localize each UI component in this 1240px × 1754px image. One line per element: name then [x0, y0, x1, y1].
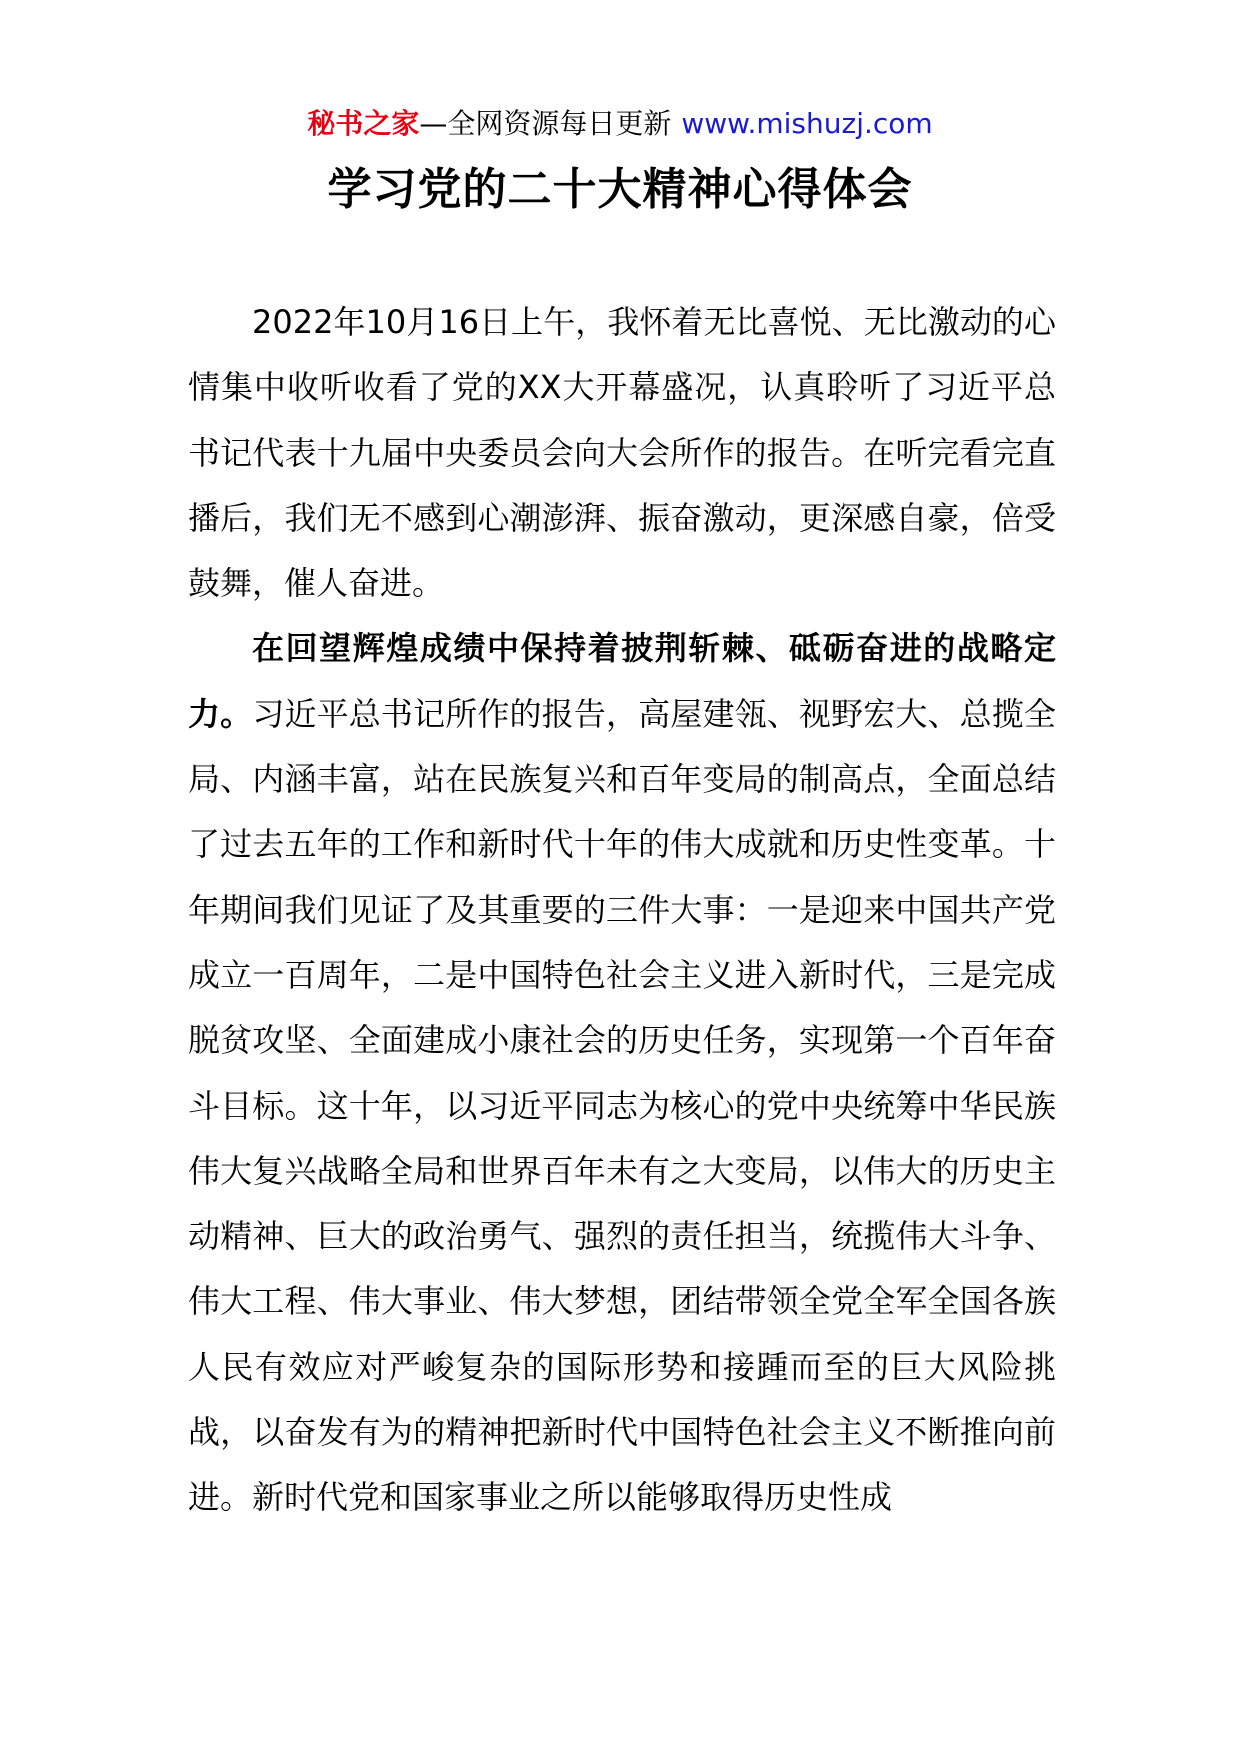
document-title: 学习党的二十大精神心得体会: [327, 164, 913, 215]
document-body: [188, 290, 1056, 1531]
site-brand: 秘书之家: [307, 107, 420, 140]
paragraph-1: 2022年10月16日上午，我怀着无比喜悦、无比激动的心情集中收听收看了党的XX大开幕盛况，认真聆听了习近平总书记代表十九届中央委员会向大会所作的报告。在听完看完直播后，我们无不感到心潮澎湃、振奋激动，更深感自豪，倍受鼓舞，催人奋进。: [188, 303, 1056, 603]
site-url-link[interactable]: www.mishuzj.com: [681, 107, 933, 140]
paragraph-2-lead: 在回望辉煌成绩中保持着披荆斩棘、砥砺奋进的战略定力。: [188, 629, 1056, 733]
site-header: [0, 104, 1240, 144]
paragraph-2: [188, 616, 1056, 1530]
site-tagline: —全网资源每日更新: [419, 107, 672, 140]
paragraph-2-body: 习近平总书记所作的报告，高屋建瓴、视野宏大、总揽全局、内涵丰富，站在民族复兴和百年变局的制高点，全面总结了过去五年的工作和新时代十年的伟大成就和历史性变革。十年期间我们见证了及其重要的三件大事：一是迎来中国共产党成立一百周年，二是中国特色社会主义进入新时代，三是完成脱贫攻坚、全面建成小康社会的历史任务，实现第一个百年奋斗目标。这十年，以习近平同志为核心的党中央统筹中华民族伟大复兴战略全局和世界百年未有之大变局，以伟大的历史主动精神、巨大的政治勇气、强烈的责任担当，统揽伟大斗争、伟大工程、伟大事业、伟大梦想，团结带领全党全军全国各族人民有效应对严峻复杂的国际形势和接踵而至的巨大风险挑战，以奋发有为的精神把新时代中国特色社会主义不断推向前进。新时代党和国家事业之所以能够取得历史性成: [188, 694, 1056, 1517]
